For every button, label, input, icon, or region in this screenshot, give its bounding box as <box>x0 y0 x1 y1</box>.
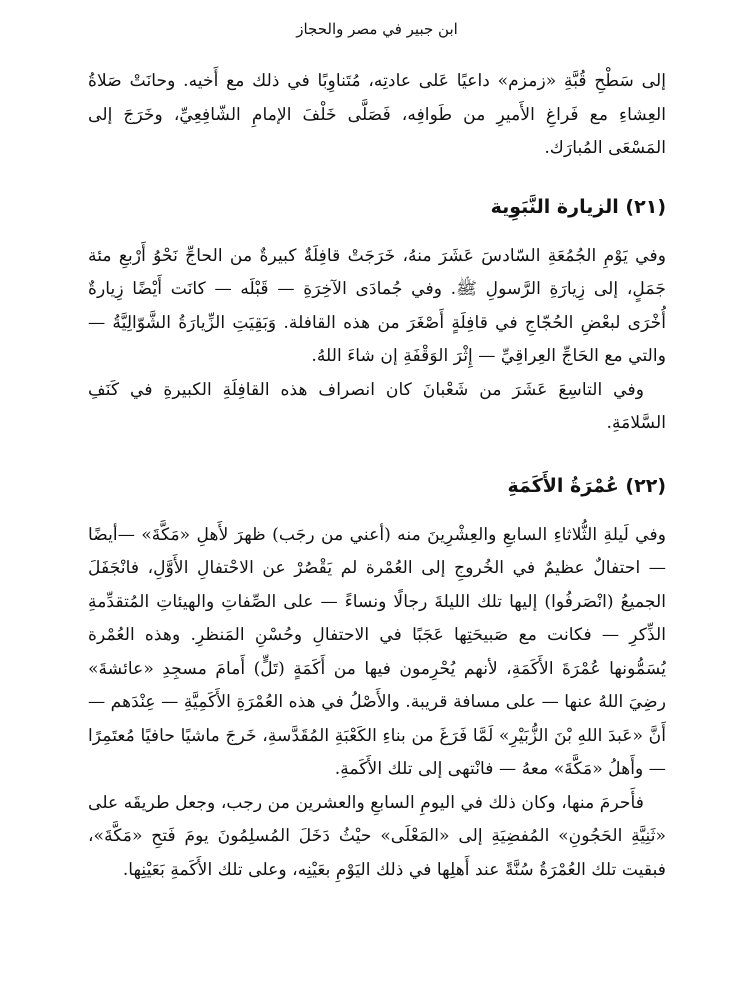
paragraph-prophetic-visit: وفي يَوْمِ الجُمُعَةِ السّادسَ عَشَرَ منهُ، خَرَجَتْ قافِلَةٌ كبيرةٌ من الحاجِّ نَحْوُ أَرْبعِ مئة جَمَلٍ، إلى زِيارَةِ الرَّسولِ ﷺ. وفي جُمادَى الآخِرَةِ — قَبْلَه — كانَت أَيْضًا زِيارةٌ أُخْرَى لبعْضِ الحُجّاجِ في قافِلَةٍ أَصْغَرَ من هذه القافلة. وَبَقِيَتِ الزِّيارَةُ الشَّوّالِيَّةُ — والتي مع الحَاجِّ العِراقِيِّ — إِثْرَ الوَقْفَةِ إن شاءَ اللهُ. <box>88 245 666 366</box>
section-heading-21: (٢١) الزيارة النَّبَوِية <box>490 195 666 218</box>
paragraph-umrah-akama: وفي لَيلةِ الثُّلاثاءِ السابعِ والعِشْرِينَ منه (أعني من رجَب) ظهرَ لأَهلِ «مَكَّةَ» —أيضًا — احتفالٌ عظيمٌ في الخُروجِ إلى العُمْرة لم يَقْصُرْ عن الاحْتفالِ الأَوَّلِ، فانْجَفَلَ الجميعُ (انْصَرفُوا) إليها تلك الليلةَ رجالًا ونساءً — على الصِّفاتِ والهيئاتِ المُتقدِّمةِ الذِّكرِ — فكانت مع صَبيحَتِها عَجَبًا في الاحتفالِ وحُسْنِ المَنظرِ. وهذه العُمْرة يُسَمُّونها عُمْرَةَ الأَكَمَةِ، لأنهم يُحْرِمون فيها من أَكَمَةٍ (تَلٍّ) أَمامَ مسجِدِ «عائشةَ» رضِيَ اللهُ عنها — على مسافة قريبة. والأَصْلُ في هذه العُمْرَةِ الأَكَمِيَّةِ — عِنْدَهم — أَنَّ «عَبدَ اللهِ بْنَ الزُّبَيْرِ» لَمَّا فَرَغَ من بناءِ الكَعْبَةِ المُقَدَّسةِ، خَرجَ ماشيًا حافيًا مُعتَمِرًا — وأَهلُ «مَكَّةَ» معهُ — فانْتهى إلى تلك الأَكَمةِ. <box>88 524 666 779</box>
paragraph-caravan-departure: وفي التاسِعَ عَشَرَ من شَعْبانَ كان انصراف هذه القافِلَةِ الكبيرةِ في كَنَفِ السَّلامَةِ. <box>88 379 666 433</box>
book-page <box>88 0 666 887</box>
section-heading-22: (٢٢) عُمْرَةُ الأَكَمَةِ <box>507 474 666 497</box>
running-header: ابن جبير في مصر والحجاز <box>296 20 458 38</box>
paragraph-ihram: فأَحرمَ منها، وكان ذلك في اليومِ السابعِ والعشرين من رجب، وجعل طريقَه على «ثَنِيَّةِ الحَجُونِ» المُفضِيَةِ إلى «المَعْلَى» حيْثُ دَخَلَ المُسلِمُونَ يومَ فَتحِ «مَكَّةَ»، فبقيت تلك العُمْرَةُ سُنَّةً عند أَهلِها في ذلك اليَوْمِ بعَيْنِه، وعلى تلك الأَكَمةِ بَعَيْنِها. <box>88 792 666 880</box>
paragraph-continuation: إلى سَطْحِ قُبَّةِ «زمزم» داعيًا عَلى عادتِه، مُتَناوِبًا في ذلك مع أَخيه. وحانَتْ صَلاةُ العِشاءِ مع فَراغِ الأَميرِ من طَوافِه، فَصَلَّى خَلْفَ الإمامِ الشّافِعِيِّ، وخَرَجَ إلى المَسْعَى المُبارَك. <box>88 71 666 158</box>
